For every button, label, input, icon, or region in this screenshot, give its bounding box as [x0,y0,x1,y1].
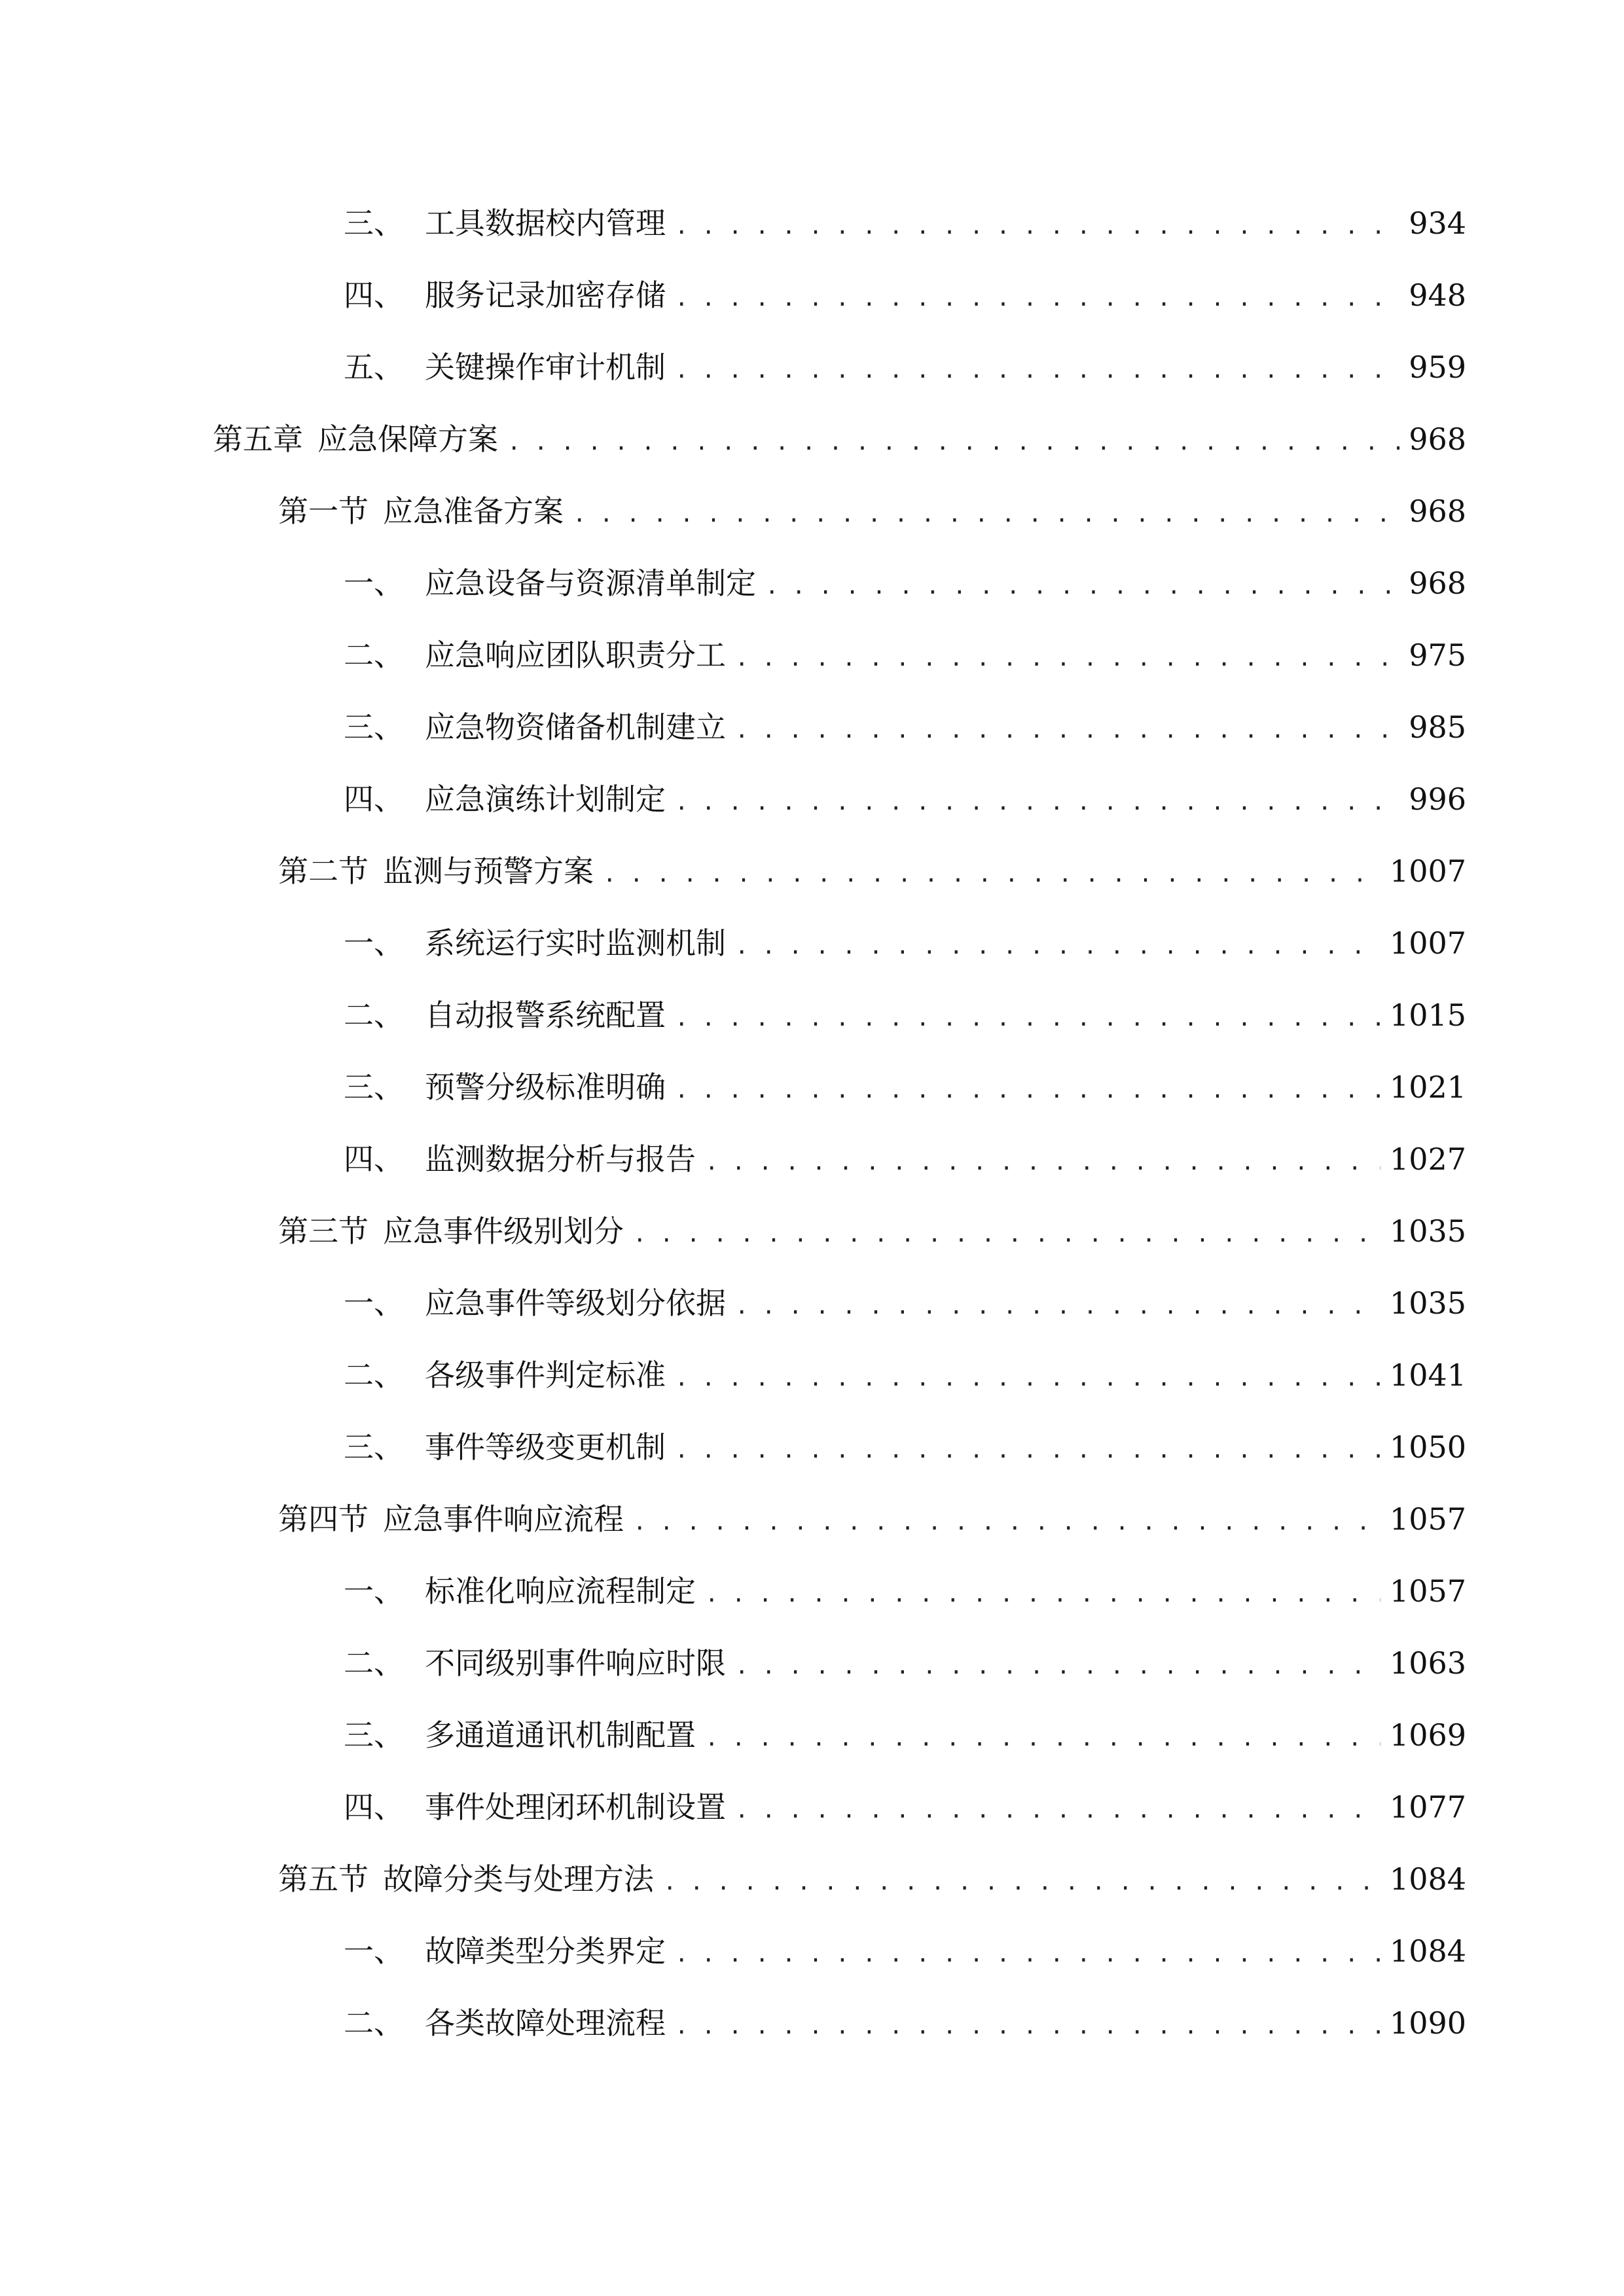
toc-entry-title: 应急事件响应流程 [383,1501,624,1537]
toc-dot-leader [735,622,1399,694]
toc-entry-title: 应急演练计划制定 [425,781,666,817]
toc-page-number: 1063 [1389,1645,1466,1681]
toc-dot-leader [705,1702,1380,1774]
toc-page-number: 1027 [1389,1141,1466,1177]
toc-page-number: 968 [1409,422,1466,457]
toc-entry-title: 应急事件级别划分 [383,1213,624,1249]
toc-page-number: 1007 [1389,925,1466,961]
toc-entry[interactable] [213,835,1466,907]
toc-entry[interactable] [213,403,1466,475]
toc-dot-leader [507,406,1399,478]
toc-page-number: 996 [1409,781,1466,817]
toc-entry[interactable] [213,1339,1466,1411]
toc-entry[interactable] [213,331,1466,403]
toc-entry[interactable] [213,619,1466,691]
toc-entry-number: 三、 [344,1717,404,1753]
toc-entry-number: 二、 [344,1645,404,1681]
toc-page-number: 1077 [1389,1789,1466,1825]
toc-entry-title: 故障分类与处理方法 [383,1861,654,1897]
toc-entry-title: 不同级别事件响应时限 [425,1645,726,1681]
toc-dot-leader [735,694,1399,766]
toc-entry-number: 第一节 [278,493,369,529]
toc-dot-leader [735,1774,1380,1846]
toc-entry-number: 第五章 [213,422,303,457]
toc-page-number: 1035 [1389,1285,1466,1321]
toc-entry-number: 第五节 [278,1861,369,1897]
toc-entry-title: 故障类型分类界定 [425,1933,666,1969]
toc-page-number: 1035 [1389,1213,1466,1249]
toc-entry[interactable] [213,547,1466,619]
toc-entry-number: 一、 [344,925,404,961]
toc-page-number: 1084 [1389,1933,1466,1969]
toc-entry[interactable] [213,691,1466,763]
toc-entry-number: 一、 [344,1285,404,1321]
toc-entry-number: 二、 [344,997,404,1033]
toc-dot-leader [675,262,1399,334]
toc-entry[interactable] [213,1483,1466,1555]
toc-dot-leader [573,478,1399,550]
toc-entry-number: 一、 [344,565,404,601]
table-of-contents [213,187,1466,2059]
toc-page-number: 1050 [1389,1429,1466,1465]
toc-entry-number: 四、 [344,1141,404,1177]
toc-page-number: 1069 [1389,1717,1466,1753]
toc-page-number: 1057 [1389,1573,1466,1609]
toc-dot-leader [705,1558,1380,1630]
toc-dot-leader [675,1342,1380,1414]
toc-entry-title: 监测与预警方案 [383,853,594,889]
toc-entry[interactable] [213,907,1466,979]
toc-page-number: 1015 [1389,997,1466,1033]
toc-entry-number: 一、 [344,1933,404,1969]
toc-page-number: 1041 [1389,1357,1466,1393]
toc-entry-number: 三、 [344,1069,404,1105]
toc-entry-title: 各级事件判定标准 [425,1357,666,1393]
toc-entry[interactable] [213,1555,1466,1627]
toc-page-number: 968 [1409,493,1466,529]
toc-entry-title: 标准化响应流程制定 [425,1573,696,1609]
toc-page-number: 959 [1409,350,1466,385]
toc-dot-leader [675,1054,1380,1126]
toc-entry-title: 事件处理闭环机制设置 [425,1789,726,1825]
toc-entry[interactable] [213,1123,1466,1195]
toc-page-number: 1021 [1389,1069,1466,1105]
toc-entry-number: 二、 [344,1357,404,1393]
toc-page-number: 948 [1409,278,1466,313]
toc-entry[interactable] [213,259,1466,331]
toc-entry[interactable] [213,1771,1466,1843]
toc-entry-number: 二、 [344,2005,404,2041]
toc-entry-number: 五、 [344,350,404,385]
toc-entry-title: 关键操作审计机制 [425,350,666,385]
toc-page-number: 1057 [1389,1501,1466,1537]
toc-page-number: 985 [1409,709,1466,745]
toc-dot-leader [705,1126,1380,1198]
toc-entry[interactable] [213,763,1466,835]
toc-entry-title: 事件等级变更机制 [425,1429,666,1465]
toc-dot-leader [735,910,1380,982]
toc-dot-leader [675,982,1380,1054]
toc-dot-leader [663,1846,1380,1918]
toc-entry-title: 预警分级标准明确 [425,1069,666,1105]
toc-entry[interactable] [213,979,1466,1051]
toc-dot-leader [675,1414,1380,1486]
toc-entry-number: 二、 [344,637,404,673]
toc-entry[interactable] [213,1627,1466,1699]
toc-entry[interactable] [213,1267,1466,1339]
toc-dot-leader [675,190,1399,262]
toc-entry-number: 四、 [344,278,404,313]
toc-entry-title: 应急响应团队职责分工 [425,637,726,673]
toc-entry-number: 三、 [344,709,404,745]
toc-entry-title: 监测数据分析与报告 [425,1141,696,1177]
toc-dot-leader [675,766,1399,838]
toc-entry[interactable] [213,1699,1466,1771]
toc-entry[interactable] [213,1051,1466,1123]
toc-entry[interactable] [213,475,1466,547]
toc-dot-leader [633,1198,1380,1270]
toc-entry[interactable] [213,1195,1466,1267]
toc-entry-title: 应急准备方案 [383,493,564,529]
toc-dot-leader [675,1918,1380,1990]
toc-entry-title: 系统运行实时监测机制 [425,925,726,961]
toc-entry[interactable] [213,1915,1466,1987]
toc-dot-leader [735,1630,1380,1702]
toc-entry-title: 应急保障方案 [317,422,498,457]
toc-page-number: 934 [1409,206,1466,241]
toc-entry-number: 第四节 [278,1501,369,1537]
toc-entry-title: 工具数据校内管理 [425,206,666,241]
toc-entry-number: 第三节 [278,1213,369,1249]
toc-entry-title: 自动报警系统配置 [425,997,666,1033]
toc-dot-leader [603,838,1380,910]
toc-page-number: 1007 [1389,853,1466,889]
toc-entry-title: 应急事件等级划分依据 [425,1285,726,1321]
toc-page-number: 975 [1409,637,1466,673]
toc-entry[interactable] [213,1411,1466,1483]
toc-entry-number: 四、 [344,1789,404,1825]
toc-entry[interactable] [213,187,1466,259]
toc-dot-leader [633,1486,1380,1558]
toc-entry-number: 三、 [344,206,404,241]
toc-page-number: 968 [1409,565,1466,601]
toc-dot-leader [765,550,1399,622]
toc-page-number: 1090 [1389,2005,1466,2041]
toc-entry-number: 一、 [344,1573,404,1609]
toc-entry-number: 三、 [344,1429,404,1465]
toc-entry[interactable] [213,1843,1466,1915]
toc-entry-title: 多通道通讯机制配置 [425,1717,696,1753]
toc-entry-title: 应急设备与资源清单制定 [425,565,756,601]
toc-entry[interactable] [213,1987,1466,2059]
toc-page-number: 1084 [1389,1861,1466,1897]
toc-entry-number: 第二节 [278,853,369,889]
toc-entry-title: 应急物资储备机制建立 [425,709,726,745]
toc-dot-leader [735,1270,1380,1342]
toc-entry-number: 四、 [344,781,404,817]
toc-entry-title: 各类故障处理流程 [425,2005,666,2041]
toc-dot-leader [675,1990,1380,2062]
toc-entry-title: 服务记录加密存储 [425,278,666,313]
toc-dot-leader [675,334,1399,406]
